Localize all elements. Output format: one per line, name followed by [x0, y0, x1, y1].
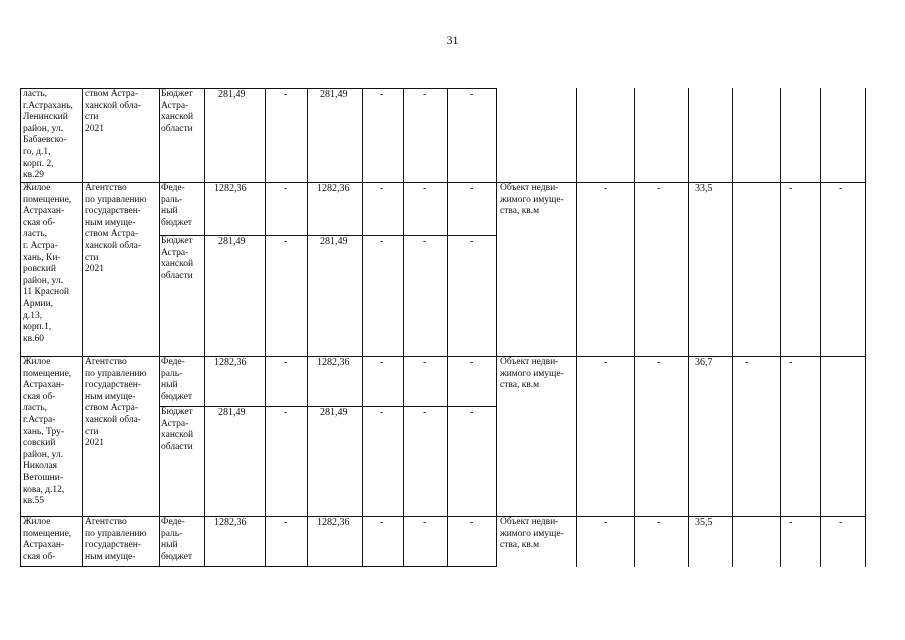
- empty-value: -: [470, 89, 474, 100]
- empty-value: -: [380, 183, 384, 194]
- asset-type-cell: Объект недви- жимого имуще- ства, кв.м: [500, 183, 564, 217]
- total-value: 281,49: [320, 89, 348, 100]
- amount-value: 281,49: [218, 407, 246, 418]
- col-line: [403, 88, 404, 567]
- funding-source-cell: Феде- раль- ный бюджет: [161, 517, 193, 562]
- empty-value: -: [423, 517, 427, 528]
- total-value: 281,49: [320, 407, 348, 418]
- empty-value: -: [470, 357, 474, 368]
- total-value: 1282,36: [317, 183, 350, 194]
- col-line: [576, 88, 577, 567]
- funding-source-cell: Бюджет Астра- ханской области: [161, 89, 194, 134]
- col-line: [732, 88, 733, 567]
- empty-value: -: [284, 183, 288, 194]
- agency-cell: Агентство по управлению государствен- ным имуще- ством Астра- ханской обла- сти 2021: [85, 183, 147, 275]
- empty-value: -: [380, 357, 384, 368]
- object-address-cell: Жилое помещение, Астрахан- ская об- ласть, г. Астра- хань, Ки- ровский район, ул. 11 Красной Армии, д.13, корп.1, кв.60: [23, 183, 72, 344]
- agency-cell: Агентство по управлению государствен- ным имуще- ством Астра- ханской обла- сти 2021: [85, 357, 147, 449]
- amount-value: 1282,36: [214, 357, 247, 368]
- empty-value: -: [657, 183, 661, 194]
- empty-value: -: [839, 517, 843, 528]
- empty-value: -: [657, 357, 661, 368]
- asset-type-cell: Объект недви- жимого имуще- ства, кв.м: [500, 357, 564, 391]
- funding-source-cell: Феде- раль- ный бюджет: [161, 183, 193, 228]
- empty-value: -: [284, 89, 288, 100]
- col-line: [634, 88, 635, 567]
- empty-value: -: [839, 183, 843, 194]
- col-line: [820, 88, 821, 567]
- empty-value: -: [423, 89, 427, 100]
- amount-value: 1282,36: [214, 183, 247, 194]
- funding-source-cell: Феде- раль- ный бюджет: [161, 357, 193, 402]
- col-line: [307, 88, 308, 567]
- object-address-cell: Жилое помещение, Астрахан- ская об- ласть, г.Астра- хань, Тру- совский район, ул. Николая Ветошни- кова, д.12, кв.55: [23, 357, 72, 507]
- empty-value: -: [380, 407, 384, 418]
- col-line: [865, 88, 866, 567]
- empty-value: -: [284, 236, 288, 247]
- col-line: [688, 88, 689, 567]
- col-line: [780, 88, 781, 567]
- object-address-cell: ласть, г.Астрахань, Ленинский район, ул. Бабаевско- го, д.1, корп. 2, кв.29: [23, 89, 73, 181]
- total-value: 1282,36: [317, 357, 350, 368]
- col-line: [159, 88, 160, 567]
- empty-value: -: [380, 236, 384, 247]
- col-line: [362, 88, 363, 567]
- empty-value: -: [470, 517, 474, 528]
- left-table-bottom-border: [20, 566, 497, 567]
- total-value: 1282,36: [317, 517, 350, 528]
- empty-value: -: [604, 183, 608, 194]
- col-line: [20, 88, 21, 567]
- asset-type-cell: Объект недви- жимого имуще- ства, кв.м: [500, 517, 564, 551]
- col-line: [82, 88, 83, 567]
- agency-cell: ством Астра- ханской обла- сти 2021: [85, 89, 141, 134]
- empty-value: -: [423, 407, 427, 418]
- area-value: 35,5: [695, 517, 713, 528]
- total-value: 281,49: [320, 236, 348, 247]
- empty-value: -: [789, 183, 793, 194]
- empty-value: -: [380, 517, 384, 528]
- amount-value: 281,49: [218, 89, 246, 100]
- area-value: 36,7: [695, 357, 713, 368]
- empty-value: -: [470, 407, 474, 418]
- empty-value: -: [470, 183, 474, 194]
- empty-value: -: [423, 357, 427, 368]
- empty-value: -: [284, 357, 288, 368]
- col-line: [204, 88, 205, 567]
- empty-value: -: [470, 236, 474, 247]
- empty-value: -: [789, 517, 793, 528]
- empty-value: -: [380, 89, 384, 100]
- empty-value: -: [284, 517, 288, 528]
- empty-value: -: [423, 236, 427, 247]
- empty-value: -: [604, 517, 608, 528]
- area-value: 33,5: [695, 183, 713, 194]
- object-address-cell: Жилое помещение, Астрахан- ская об-: [23, 517, 72, 562]
- agency-cell: Агентство по управлению государствен- ным имуще-: [85, 517, 147, 562]
- funding-source-cell: Бюджет Астра- ханской области: [161, 407, 194, 452]
- empty-value: -: [745, 357, 749, 368]
- empty-value: -: [604, 357, 608, 368]
- col-line: [496, 88, 497, 567]
- funding-source-cell: Бюджет Астра- ханской области: [161, 236, 194, 281]
- col-line: [447, 88, 448, 567]
- empty-value: -: [657, 517, 661, 528]
- col-line: [265, 88, 266, 567]
- page-number: 31: [446, 33, 459, 47]
- amount-value: 281,49: [218, 236, 246, 247]
- empty-value: -: [789, 357, 793, 368]
- empty-value: -: [423, 183, 427, 194]
- empty-value: -: [284, 407, 288, 418]
- amount-value: 1282,36: [214, 517, 247, 528]
